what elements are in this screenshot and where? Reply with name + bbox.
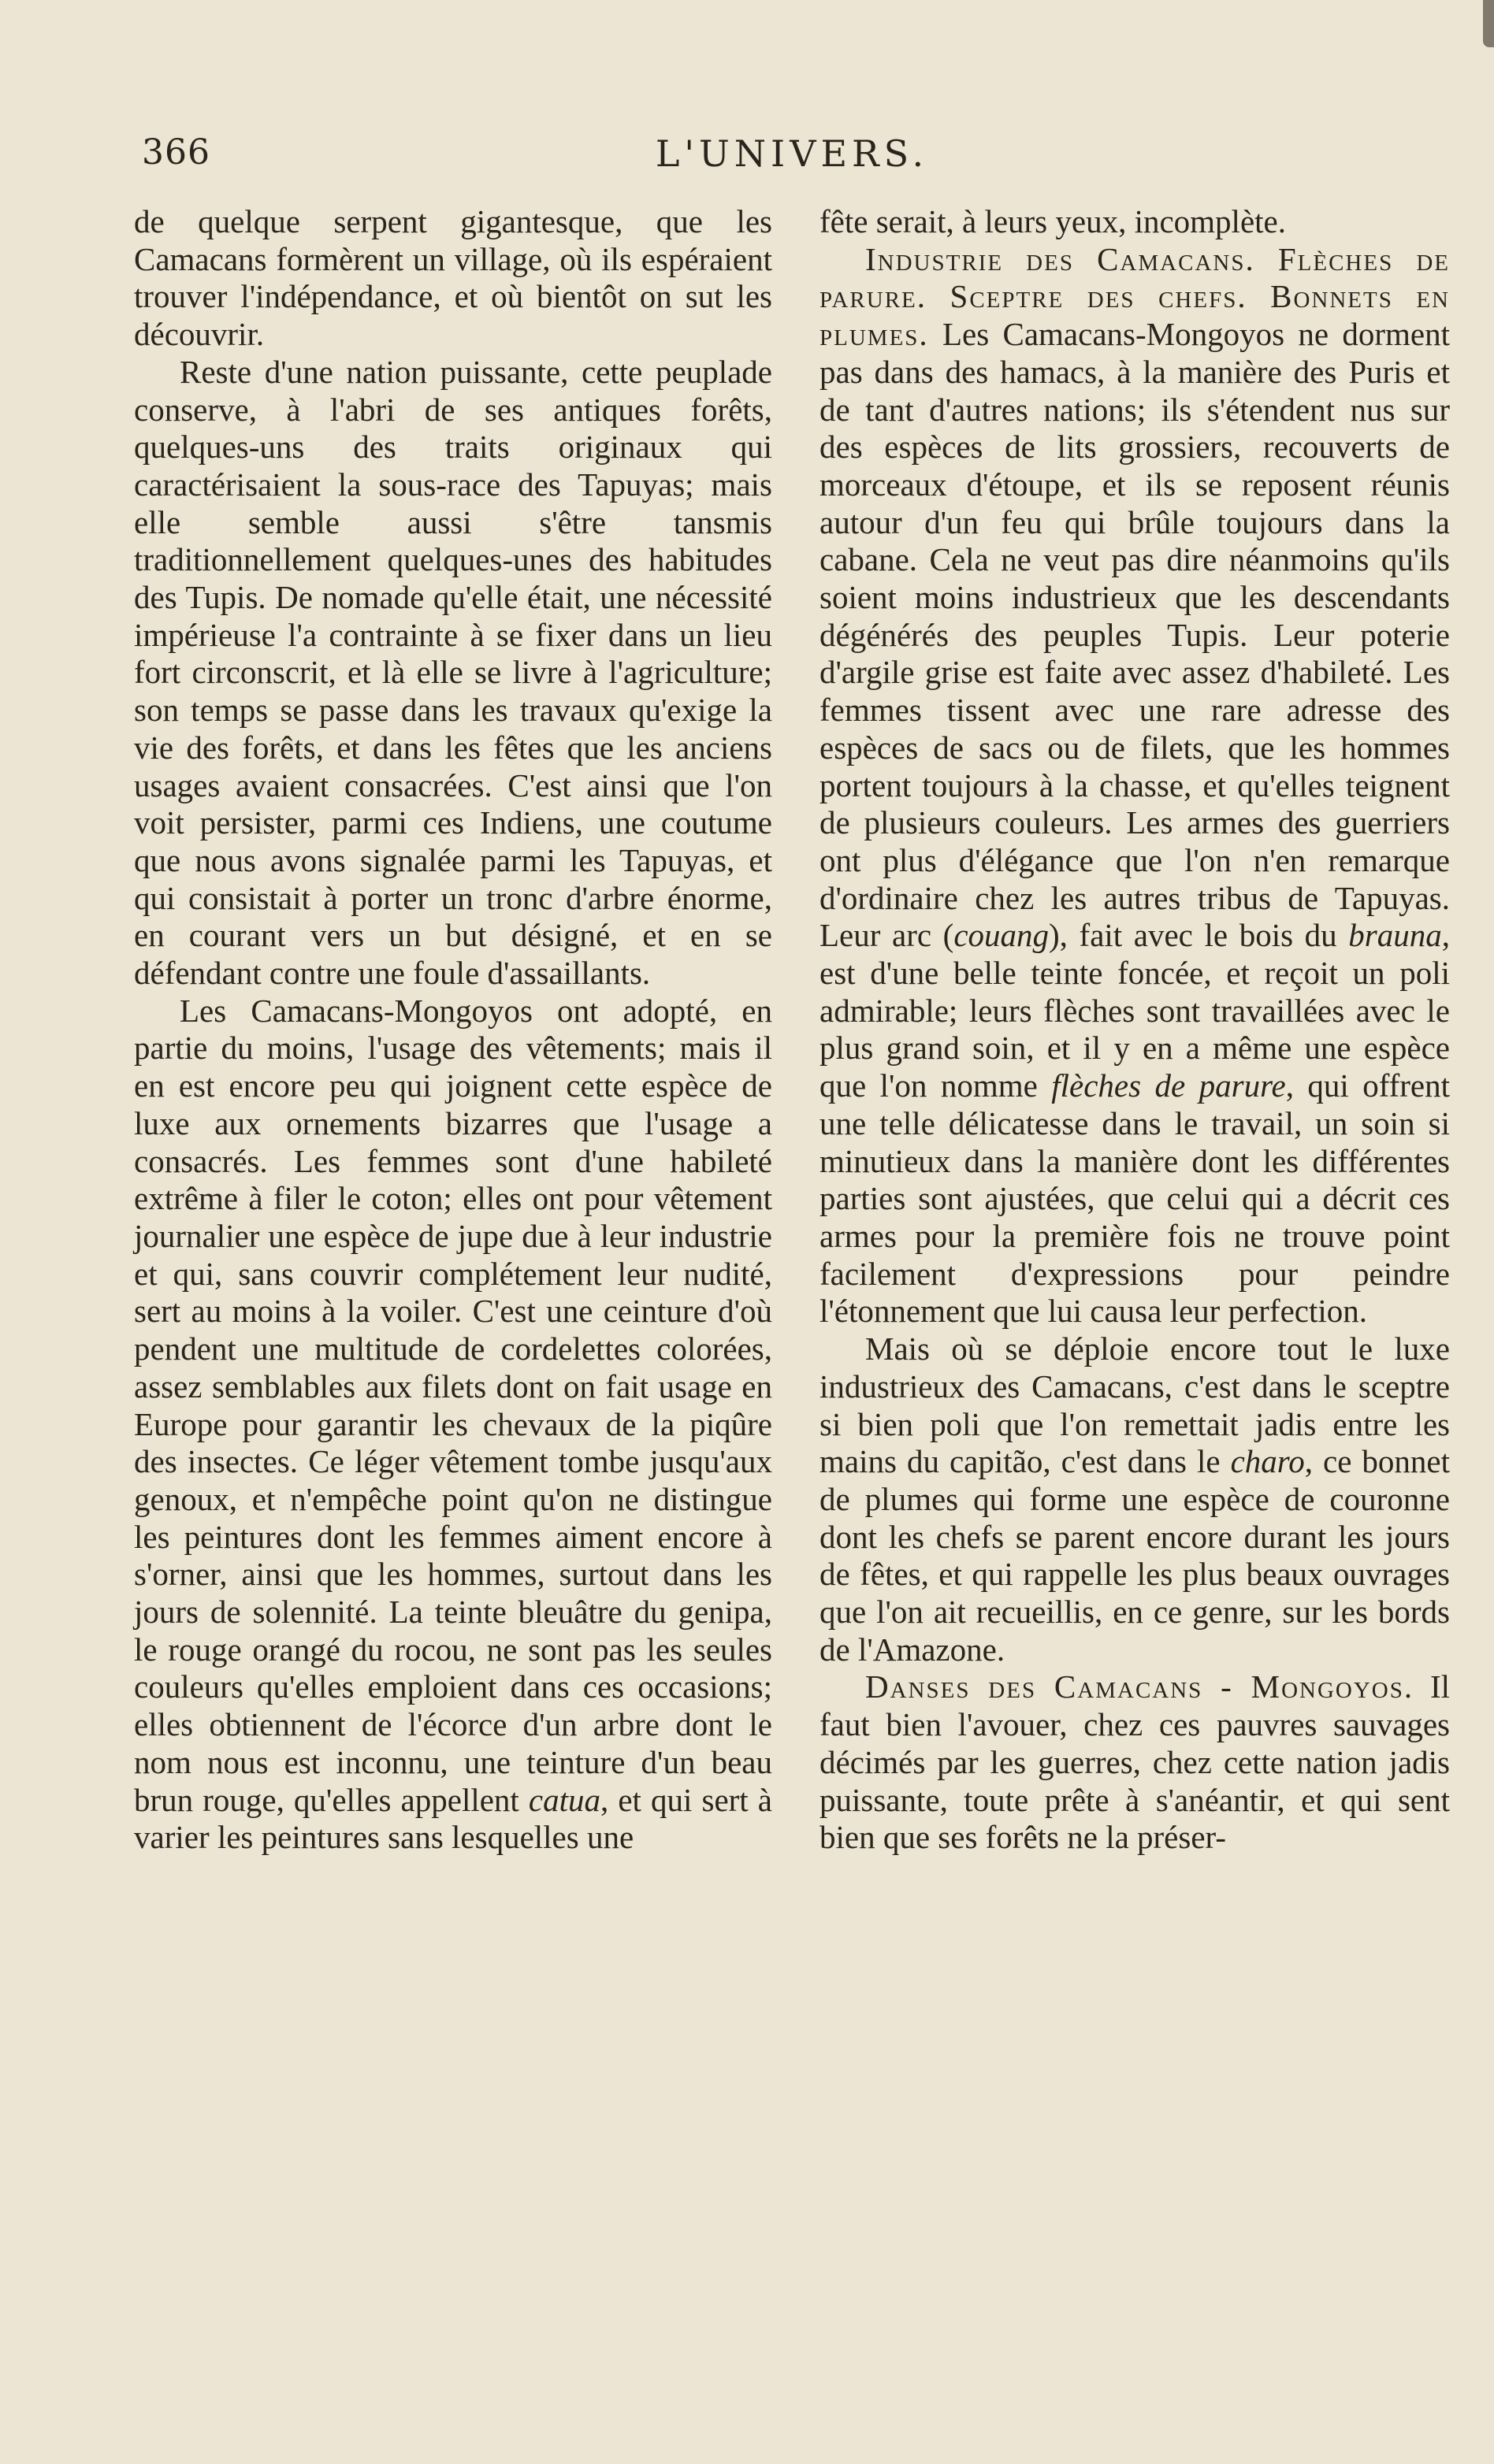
running-title: L'UNIVERS. [655, 132, 929, 175]
right-paragraph-3 [819, 1330, 1450, 1668]
right-paragraph-3-text-b: , ce bonnet de plumes qui forme une espèce de couronne dont les chefs se parent encore durant les jours de fêtes, et qui rappelle les plus beaux ouvrages que l'on ait recueillis, en ce genre, sur les bords de l'Amazone. [819, 1443, 1450, 1668]
term-fleches-de-parure: flèches de parure [1051, 1067, 1286, 1104]
left-paragraph-3 [134, 993, 772, 1857]
left-paragraph-3-text-a: Les Camacans-Mongoyos ont adopté, en partie du moins, l'usage des vêtements; mais il en est encore peu qui joignent cette espèce de luxe aux ornements bizarres que l'usage a consacrés. Les femmes sont d'une habileté extrême à filer le coton; elles ont pour vêtement journalier une espèce de jupe due à leur industrie et qui, sans couvrir complétement leur nudité, sert au moins à la voiler. C'est une ceinture d'où pendent une multitude de cordelettes colorées, assez semblables aux filets dont on fait usage en Europe pour garantir les chevaux de la piqûre des insectes. Ce léger vêtement tombe jusqu'aux genoux, et n'empêche point qu'on ne distingue les peintures dont les femmes aiment encore à s'orner, ainsi que les hommes, surtout dans les jours de solennité. La teinte bleuâtre du genipa, le rouge orangé du rocou, ne sont pas les seules couleurs qu'elles emploient dans ces occasions; elles obtiennent de l'écorce d'un arbre dont le nom nous est inconnu, une teinture d'un beau brun rouge, qu'elles appellent [134, 992, 772, 1818]
right-paragraph-1: fête serait, à leurs yeux, incomplète. [819, 203, 1286, 239]
page-number: 366 [142, 132, 210, 173]
section-heading-danses: Danses des Camacans - Mongoyos. [865, 1668, 1414, 1705]
right-paragraph-2 [819, 241, 1450, 1330]
page-edge-shadow [1483, 0, 1494, 47]
section-heading-industrie: Industrie des Camacans. Flèches de parure. Sceptre des chefs. Bonnets en plumes. [819, 240, 1450, 353]
right-paragraph-2-text-c: , est d'une belle teinte foncée, et reçoit un poli admirable; leurs flèches sont travaillées avec le plus grand soin, et il y en a même une espèce que l'on nomme [819, 917, 1450, 1104]
left-paragraph-1: de quelque serpent gigantesque, que les Camacans formèrent un village, où ils espéraient trouver l'indépendance, et où bientôt on sut les découvrir. [134, 203, 772, 353]
right-paragraph-2-text-b: ), fait avec le bois du [1049, 917, 1349, 954]
left-paragraph-3-text-b: , et qui sert à varier les peintures sans lesquelles une [134, 1781, 772, 1856]
right-paragraph-2-text-a: Les Camacans-Mongoyos ne dorment pas dans des hamacs, à la manière des Puris et de tant d'autres nations; ils s'étendent nus sur des espèces de lits grossiers, recouverts de morceaux d'étoupe, et ils se reposent réunis autour d'un feu qui brûle toujours dans la cabane. Cela ne veut pas dire néanmoins qu'ils soient moins industrieux que les descendants dégénérés des peuples Tupis. Leur poterie d'argile grise est faite avec assez d'habileté. Les femmes tissent avec une rare adresse des espèces de sacs ou de filets, que les hommes portent toujours à la chasse, et qu'elles teignent de plusieurs couleurs. Les armes des guerriers ont plus d'élégance que l'on n'en remarque d'ordinaire chez les autres tribus de Tapuyas. Leur arc ( [819, 316, 1450, 954]
term-brauna: brauna [1348, 917, 1442, 954]
right-paragraph-4-text-a: Il faut bien l'avouer, chez ces pauvres sauvages décimés par les guerres, chez cette nation jadis puissante, toute prête à s'anéantir, et qui sent bien que ses forêts ne la préser- [819, 1668, 1450, 1856]
term-charo: charo [1230, 1443, 1305, 1480]
right-paragraph-4 [819, 1668, 1450, 1857]
left-column [134, 203, 772, 1857]
page-header [142, 132, 1442, 180]
right-column [819, 203, 1450, 1857]
left-paragraph-2: Reste d'une nation puissante, cette peuplade conserve, à l'abri de ses antiques forêts, quelques-uns des traits originaux qui caractérisaient la sous-race des Tapuyas; mais elle semble aussi s'être tansmis traditionnellement quelques-unes des habitudes des Tupis. De nomade qu'elle était, une nécessité impérieuse l'a contrainte à se fixer dans un lieu fort circonscrit, et là elle se livre à l'agriculture; son temps se passe dans les travaux qu'exige la vie des forêts, et dans les fêtes que les anciens usages avaient consacrées. C'est ainsi que l'on voit persister, parmi ces Indiens, une coutume que nous avons signalée parmi les Tapuyas, et qui consistait à porter un tronc d'arbre énorme, en courant vers un but désigné, et en se défendant contre une foule d'assaillants. [134, 353, 772, 992]
right-paragraph-2-text-d: , qui offrent une telle délicatesse dans le travail, un soin si minutieux dans la manière dont les différentes parties sont ajustées, que celui qui a décrit ces armes pour la première fois ne trouve point facilement d'expressions pour peindre l'étonnement que lui causa leur perfection. [819, 1067, 1450, 1330]
right-paragraph-3-text-a: Mais où se déploie encore tout le luxe industrieux des Camacans, c'est dans le sceptre si bien poli que l'on remettait jadis entre les mains du capitão, c'est dans le [819, 1330, 1450, 1480]
term-couang: couang [953, 917, 1050, 954]
term-catua: catua [528, 1781, 600, 1818]
